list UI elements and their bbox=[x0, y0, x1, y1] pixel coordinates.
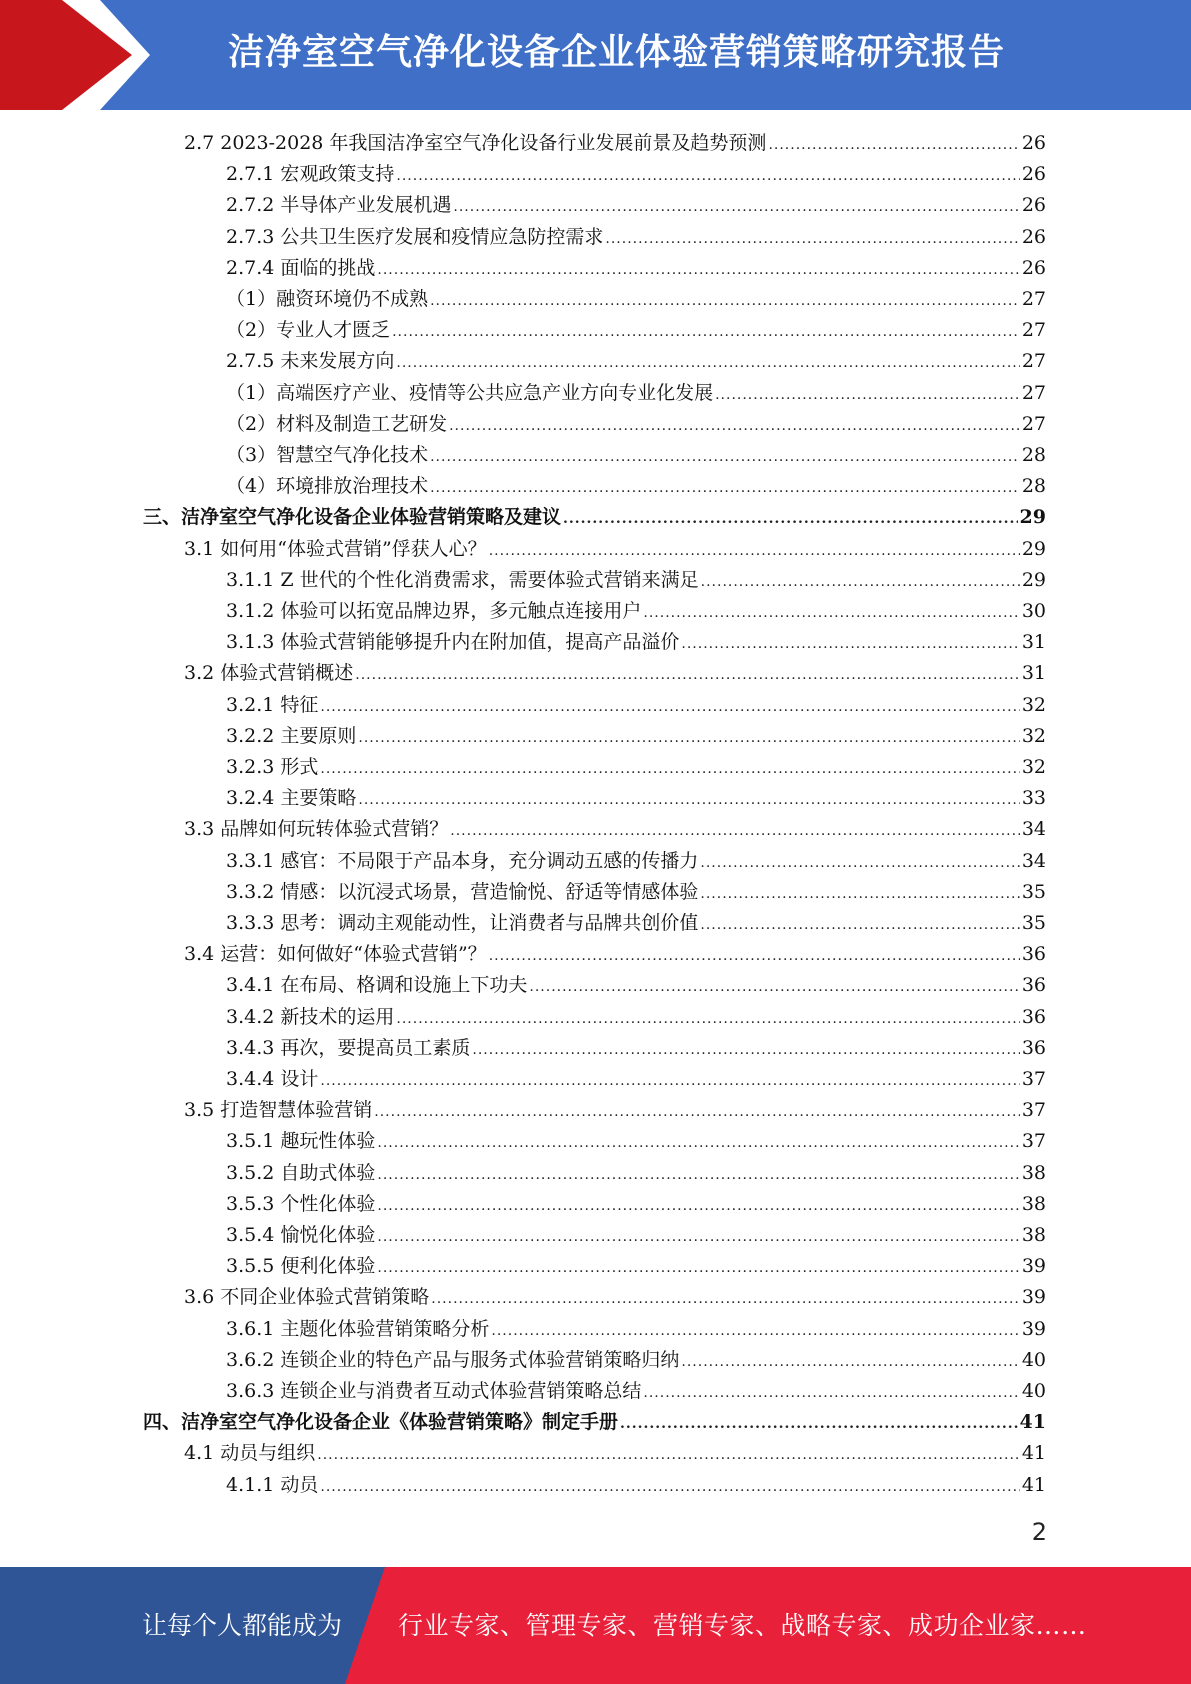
toc-entry-page: 40 bbox=[1021, 1349, 1046, 1371]
toc-entry-label: 3.4.2 新技术的运用 bbox=[226, 1006, 395, 1028]
toc-entry[interactable] bbox=[226, 627, 1046, 658]
toc-entry-page: 41 bbox=[1021, 1442, 1046, 1464]
toc-entry[interactable] bbox=[226, 1064, 1046, 1095]
toc-entry-page: 29 bbox=[1021, 538, 1046, 560]
toc-entry-page: 27 bbox=[1021, 350, 1046, 372]
toc-entry-label: 3.4 运营：如何做好“体验式营销”？ bbox=[184, 943, 487, 965]
toc-entry-label: 3.3.3 思考：调动主观能动性，让消费者与品牌共创价值 bbox=[226, 912, 699, 934]
toc-entry-label: 3.2.2 主要原则 bbox=[226, 725, 357, 747]
toc-dot-leader bbox=[700, 879, 1019, 910]
toc-dot-leader bbox=[491, 1316, 1019, 1347]
toc-entry-label: 3.3.2 情感：以沉浸式场景，营造愉悦、舒适等情感体验 bbox=[226, 881, 699, 903]
toc-entry[interactable] bbox=[226, 284, 1046, 315]
toc-entry-page: 29 bbox=[1021, 569, 1046, 591]
toc-entry-label: 3.1 如何用“体验式营销”俘获人心？ bbox=[184, 538, 487, 560]
toc-entry-label: 3.6.3 连锁企业与消费者互动式体验营销策略总结 bbox=[226, 1380, 642, 1402]
toc-entry-label: 3.4.1 在布局、格调和设施上下功夫 bbox=[226, 974, 528, 996]
toc-entry-page: 26 bbox=[1021, 132, 1046, 154]
toc-dot-leader bbox=[681, 1347, 1019, 1378]
toc-dot-leader bbox=[320, 692, 1019, 723]
toc-entry-page: 37 bbox=[1021, 1130, 1046, 1152]
toc-entry-page: 26 bbox=[1021, 194, 1046, 216]
toc-entry-page: 38 bbox=[1021, 1224, 1046, 1246]
toc-entry-page: 39 bbox=[1021, 1318, 1046, 1340]
toc-entry[interactable] bbox=[184, 814, 1046, 845]
toc-dot-leader bbox=[358, 723, 1019, 754]
toc-entry[interactable] bbox=[226, 596, 1046, 627]
footer-slogan-right: 行业专家、管理专家、营销专家、战略专家、成功企业家…… bbox=[398, 1611, 1087, 1640]
toc-entry[interactable] bbox=[226, 690, 1046, 721]
toc-entry[interactable] bbox=[226, 783, 1046, 814]
toc-entry-label: 3.4.4 设计 bbox=[226, 1068, 319, 1090]
toc-entry[interactable] bbox=[226, 471, 1046, 502]
toc-entry-label: 2.7 2023-2028 年我国洁净室空气净化设备行业发展前景及趋势预测 bbox=[184, 132, 767, 154]
toc-entry-label: 3.5.5 便利化体验 bbox=[226, 1255, 376, 1277]
toc-entry[interactable] bbox=[226, 190, 1046, 221]
toc-dot-leader bbox=[681, 629, 1019, 660]
toc-entry[interactable] bbox=[226, 970, 1046, 1001]
toc-entry-label: 4.1.1 动员 bbox=[226, 1474, 319, 1496]
toc-entry[interactable] bbox=[226, 315, 1046, 346]
toc-entry-page: 35 bbox=[1021, 912, 1046, 934]
toc-dot-leader bbox=[355, 660, 1020, 691]
toc-entry[interactable] bbox=[226, 1314, 1046, 1345]
toc-entry-page: 27 bbox=[1021, 382, 1046, 404]
toc-dot-leader bbox=[563, 504, 1018, 535]
toc-entry-label: 3.5.2 自助式体验 bbox=[226, 1162, 376, 1184]
toc-dot-leader bbox=[472, 1035, 1019, 1066]
toc-entry-page: 34 bbox=[1021, 818, 1046, 840]
toc-dot-leader bbox=[700, 910, 1019, 941]
footer-slogan-left: 让每个人都能成为 bbox=[142, 1611, 343, 1640]
toc-entry-label: 3.6.2 连锁企业的特色产品与服务式体验营销策略归纳 bbox=[226, 1349, 680, 1371]
toc-entry[interactable] bbox=[226, 253, 1046, 284]
toc-entry-page: 36 bbox=[1021, 943, 1046, 965]
toc-entry[interactable] bbox=[226, 409, 1046, 440]
toc-dot-leader bbox=[431, 1284, 1020, 1315]
toc-entry[interactable] bbox=[226, 752, 1046, 783]
toc-entry-label: 3.5.3 个性化体验 bbox=[226, 1193, 376, 1215]
toc-entry-label: 3.5.4 愉悦化体验 bbox=[226, 1224, 376, 1246]
toc-entry[interactable] bbox=[226, 1033, 1046, 1064]
toc-entry-label: 4.1 动员与组织 bbox=[184, 1442, 316, 1464]
toc-entry-label: 3.1.1 Z 世代的个性化消费需求，需要体验式营销来满足 bbox=[226, 569, 699, 591]
toc-entry-page: 36 bbox=[1021, 1006, 1046, 1028]
toc-dot-leader bbox=[358, 785, 1019, 816]
toc-dot-leader bbox=[643, 1378, 1019, 1409]
toc-entry[interactable] bbox=[226, 440, 1046, 471]
toc-entry[interactable] bbox=[226, 908, 1046, 939]
toc-entry-page: 27 bbox=[1021, 288, 1046, 310]
toc-entry-page: 39 bbox=[1021, 1255, 1046, 1277]
toc-entry[interactable] bbox=[226, 1002, 1046, 1033]
toc-entry-page: 28 bbox=[1021, 444, 1046, 466]
toc-entry[interactable] bbox=[143, 1407, 1046, 1438]
toc-entry-page: 37 bbox=[1021, 1068, 1046, 1090]
toc-entry-label: （1）高端医疗产业、疫情等公共应急产业方向专业化发展 bbox=[226, 382, 714, 404]
toc-entry[interactable] bbox=[226, 159, 1046, 190]
toc-entry[interactable] bbox=[184, 1282, 1046, 1313]
toc-entry-page: 33 bbox=[1021, 787, 1046, 809]
toc-dot-leader bbox=[377, 1253, 1019, 1284]
toc-entry-label: 3.2.1 特征 bbox=[226, 694, 319, 716]
toc-entry[interactable] bbox=[226, 378, 1046, 409]
toc-entry[interactable] bbox=[184, 939, 1046, 970]
toc-entry[interactable] bbox=[226, 721, 1046, 752]
toc-entry-label: 3.2 体验式营销概述 bbox=[184, 662, 354, 684]
toc-entry-label: 2.7.3 公共卫生医疗发展和疫情应急防控需求 bbox=[226, 226, 604, 248]
toc-entry-page: 26 bbox=[1021, 257, 1046, 279]
toc-entry-label: （2）专业人才匮乏 bbox=[226, 319, 391, 341]
toc-entry-label: 3.3.1 感官：不局限于产品本身，充分调动五感的传播力 bbox=[226, 850, 699, 872]
toc-entry-label: 四、洁净室空气净化设备企业《体验营销策略》制定手册 bbox=[143, 1411, 619, 1433]
toc-entry-page: 31 bbox=[1021, 631, 1046, 653]
toc-entry[interactable] bbox=[226, 346, 1046, 377]
toc-entry-label: 2.7.2 半导体产业发展机遇 bbox=[226, 194, 452, 216]
toc-entry[interactable] bbox=[226, 1189, 1046, 1220]
toc-dot-leader bbox=[377, 1191, 1019, 1222]
toc-entry-page: 32 bbox=[1021, 725, 1046, 747]
toc-dot-leader bbox=[715, 380, 1020, 411]
toc-entry-label: 三、洁净室空气净化设备企业体验营销策略及建议 bbox=[143, 506, 562, 528]
toc-entry-label: 3.5.1 趣玩性体验 bbox=[226, 1130, 376, 1152]
toc-entry-label: 3.6.1 主题化体验营销策略分析 bbox=[226, 1318, 490, 1340]
toc-entry-page: 27 bbox=[1021, 413, 1046, 435]
toc-entry-page: 41 bbox=[1019, 1411, 1046, 1433]
toc-entry-page: 38 bbox=[1021, 1162, 1046, 1184]
toc-dot-leader bbox=[450, 816, 1020, 847]
toc-entry-page: 34 bbox=[1021, 850, 1046, 872]
toc-dot-leader bbox=[320, 1472, 1019, 1503]
toc-dot-leader bbox=[620, 1409, 1018, 1440]
toc-entry[interactable] bbox=[226, 222, 1046, 253]
toc-dot-leader bbox=[396, 348, 1019, 379]
toc-entry[interactable] bbox=[226, 1470, 1046, 1501]
toc-entry-label: 3.5 打造智慧体验营销 bbox=[184, 1099, 373, 1121]
toc-entry[interactable] bbox=[226, 846, 1046, 877]
toc-entry-label: （4）环境排放治理技术 bbox=[226, 475, 429, 497]
toc-dot-leader bbox=[396, 1004, 1019, 1035]
toc-dot-leader bbox=[320, 754, 1019, 785]
toc-entry-page: 37 bbox=[1021, 1099, 1046, 1121]
toc-dot-leader bbox=[768, 130, 1019, 161]
toc-dot-leader bbox=[643, 598, 1019, 629]
toc-dot-leader bbox=[430, 442, 1020, 473]
toc-entry[interactable] bbox=[184, 1438, 1046, 1469]
toc-dot-leader bbox=[377, 1160, 1019, 1191]
toc-entry-page: 26 bbox=[1021, 163, 1046, 185]
toc-entry-page: 39 bbox=[1021, 1286, 1046, 1308]
toc-entry-page: 41 bbox=[1021, 1474, 1046, 1496]
toc-entry-page: 36 bbox=[1021, 974, 1046, 996]
toc-dot-leader bbox=[374, 1097, 1020, 1128]
toc-entry[interactable] bbox=[143, 502, 1046, 533]
toc-entry[interactable] bbox=[184, 128, 1046, 159]
toc-dot-leader bbox=[377, 255, 1019, 286]
toc-entry-label: （2）材料及制造工艺研发 bbox=[226, 413, 448, 435]
toc-dot-leader bbox=[529, 972, 1019, 1003]
toc-dot-leader bbox=[377, 1222, 1019, 1253]
toc-dot-leader bbox=[449, 411, 1020, 442]
toc-entry-page: 28 bbox=[1021, 475, 1046, 497]
toc-entry-page: 38 bbox=[1021, 1193, 1046, 1215]
toc-entry[interactable] bbox=[184, 534, 1046, 565]
toc-entry-page: 32 bbox=[1021, 694, 1046, 716]
toc-entry-label: 3.1.2 体验可以拓宽品牌边界，多元触点连接用户 bbox=[226, 600, 642, 622]
toc-entry-label: （3）智慧空气净化技术 bbox=[226, 444, 429, 466]
toc-entry[interactable] bbox=[226, 1251, 1046, 1282]
toc-dot-leader bbox=[392, 317, 1020, 348]
toc-entry-page: 32 bbox=[1021, 756, 1046, 778]
toc-dot-leader bbox=[396, 161, 1019, 192]
toc-entry[interactable] bbox=[226, 1376, 1046, 1407]
toc-entry-label: 3.2.3 形式 bbox=[226, 756, 319, 778]
toc-entry-label: 3.3 品牌如何玩转体验式营销？ bbox=[184, 818, 449, 840]
toc-entry-page: 26 bbox=[1021, 226, 1046, 248]
toc-dot-leader bbox=[453, 192, 1019, 223]
page-number: 2 bbox=[1031, 1518, 1047, 1546]
toc-entry[interactable] bbox=[226, 565, 1046, 596]
toc-entry-label: 2.7.5 未来发展方向 bbox=[226, 350, 395, 372]
toc-entry-label: 3.2.4 主要策略 bbox=[226, 787, 357, 809]
toc-entry[interactable] bbox=[226, 1158, 1046, 1189]
toc-entry[interactable] bbox=[184, 658, 1046, 689]
toc-entry-label: 3.6 不同企业体验式营销策略 bbox=[184, 1286, 430, 1308]
toc-entry[interactable] bbox=[226, 1220, 1046, 1251]
toc-entry-label: 3.4.3 再次，要提高员工素质 bbox=[226, 1037, 471, 1059]
toc-dot-leader bbox=[489, 536, 1020, 567]
header-title: 洁净室空气净化设备企业体验营销策略研究报告 bbox=[228, 32, 1006, 73]
toc-entry[interactable] bbox=[226, 877, 1046, 908]
toc-dot-leader bbox=[430, 473, 1020, 504]
toc-entry[interactable] bbox=[226, 1126, 1046, 1157]
toc-entry-page: 29 bbox=[1019, 506, 1046, 528]
toc-dot-leader bbox=[605, 224, 1019, 255]
toc-dot-leader bbox=[430, 286, 1020, 317]
toc-entry-page: 31 bbox=[1021, 662, 1046, 684]
toc-dot-leader bbox=[701, 567, 1020, 598]
toc-entry-page: 27 bbox=[1021, 319, 1046, 341]
toc-entry-label: 2.7.1 宏观政策支持 bbox=[226, 163, 395, 185]
toc-entry-page: 36 bbox=[1021, 1037, 1046, 1059]
page-header bbox=[0, 0, 1191, 110]
toc-dot-leader bbox=[489, 941, 1020, 972]
toc-dot-leader bbox=[700, 848, 1019, 879]
toc-entry-label: 3.1.3 体验式营销能够提升内在附加值，提高产品溢价 bbox=[226, 631, 680, 653]
toc-dot-leader bbox=[320, 1066, 1019, 1097]
toc-entry-page: 30 bbox=[1021, 600, 1046, 622]
toc-entry-page: 40 bbox=[1021, 1380, 1046, 1402]
toc-entry[interactable] bbox=[184, 1095, 1046, 1126]
toc-entry-label: 2.7.4 面临的挑战 bbox=[226, 257, 376, 279]
toc-entry-label: （1）融资环境仍不成熟 bbox=[226, 288, 429, 310]
toc-entry-page: 35 bbox=[1021, 881, 1046, 903]
toc-entry[interactable] bbox=[226, 1345, 1046, 1376]
header-arrow-decoration bbox=[0, 0, 160, 110]
toc-dot-leader bbox=[317, 1440, 1020, 1471]
toc-dot-leader bbox=[377, 1128, 1019, 1159]
page-footer bbox=[0, 1567, 1191, 1684]
